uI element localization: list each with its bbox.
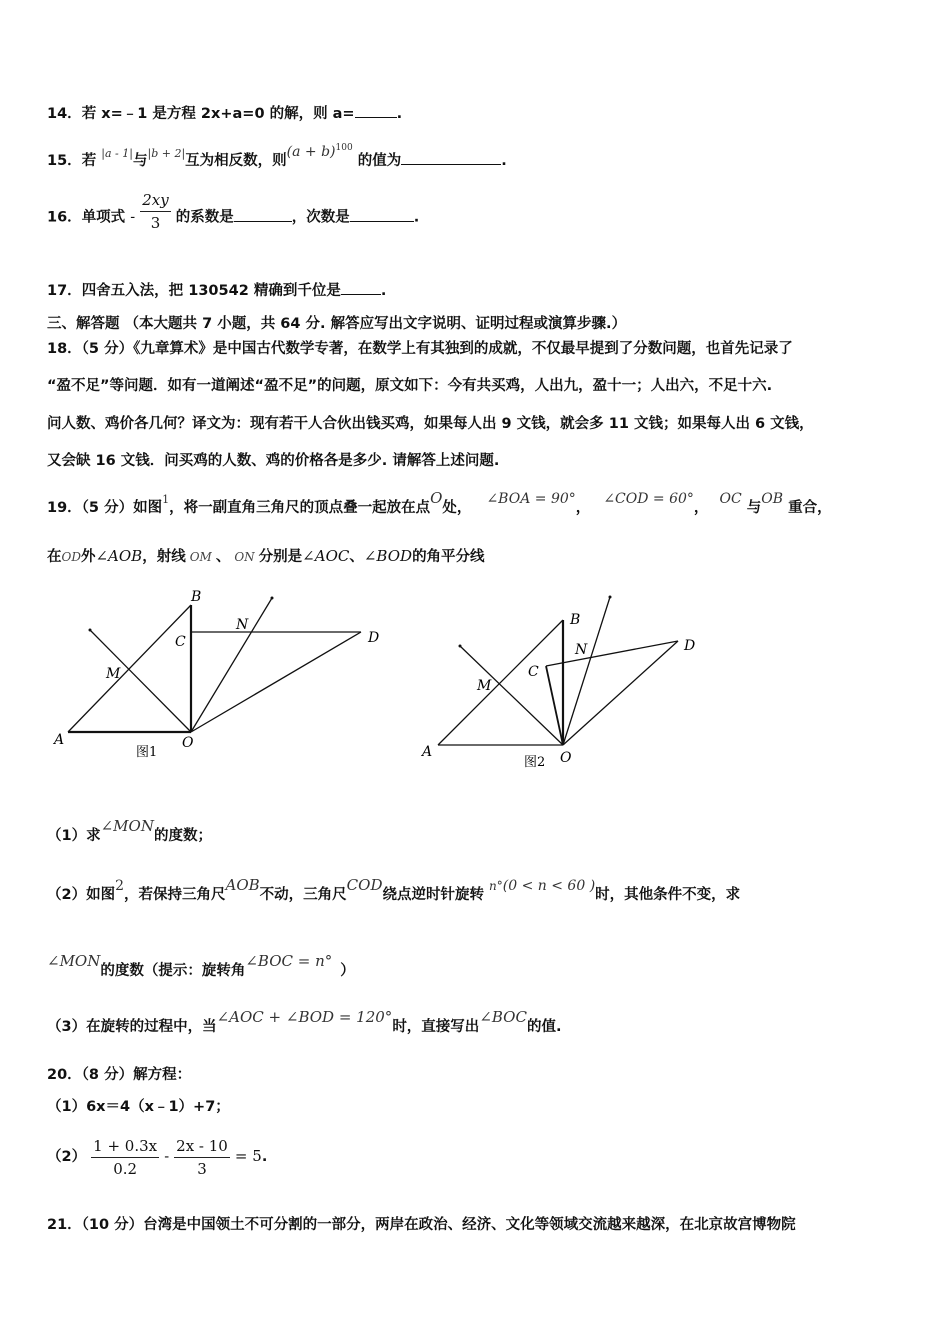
question-18-line1: 18．（5 分）《九章算术》是中国古代数学专著，在数学上有其独到的成就，不仅最早提到了分数问题，也首先记录了 <box>47 341 793 357</box>
question-18-line4: 又会缺 16 文钱．问买鸡的人数、鸡的价格各是多少. 请解答上述问题. <box>47 453 500 469</box>
question-20-heading: 20．（8 分）解方程： <box>47 1067 192 1083</box>
label-n: N <box>575 642 588 658</box>
fraction-1: $\frac{1 + 0.3x}{0.2}$ <box>93 1136 158 1178</box>
question-18-line3: 问人数、鸡价各几何？译文为：现有若干人合伙出钱买鸡，如果每人出 9 文钱，就会多 11 文钱；如果每人出 6 文钱， <box>47 416 814 432</box>
segment-od <box>191 632 361 732</box>
figure-2 <box>410 590 710 770</box>
question-19-part3: （3）在旋转的过程中，当∠AOC + ∠BOD = 120°时，直接写出∠BOC的值. <box>47 1008 562 1035</box>
label-a: A <box>422 744 433 760</box>
question-18-line2: “盈不足”等问题．如有一道阐述“盈不足”的问题，原文如下：今有共买鸡，人出九，盈十一；人出六，不足十六. <box>47 378 773 394</box>
label-n: N <box>236 617 249 633</box>
question-20-part1: （1）6x＝4（x﹣1）+7； <box>47 1099 230 1115</box>
segment-cd <box>546 641 678 666</box>
label-o: O <box>182 735 194 751</box>
section-heading: 三、解答题 （本大题共 7 小题，共 64 分. 解答应写出文字说明、证明过程或演算步骤.） <box>47 316 627 332</box>
figure-1 <box>48 584 393 764</box>
label-d: D <box>684 638 696 654</box>
label-b: B <box>191 589 202 605</box>
question-19-part2: （2）如图2，若保持三角尺AOB不动，三角尺COD绕点逆时针旋转 $^{n^\circ}$(0 < n < 60 )时，其他条件不变，求 <box>47 876 741 903</box>
answer-blank <box>355 103 397 118</box>
ray-on <box>191 598 272 732</box>
question-16: 16．单项式 - $\frac{2xy}{3}$ 的系数是 ，次数是 . <box>47 191 420 232</box>
question-20-part2: （2） $\frac{1 + 0.3x}{0.2}$ - $\frac{2x - 10}{3}$ = 5. <box>47 1136 268 1178</box>
fraction-2: $\frac{2x - 10}{3}$ <box>176 1136 228 1178</box>
label-c: C <box>528 664 539 680</box>
label-c: C <box>175 634 186 650</box>
figure-1-caption: 图1 <box>136 745 158 760</box>
ray-om <box>460 646 563 745</box>
fraction: $\frac{2xy}{3}$ <box>142 191 169 232</box>
segment-oc <box>546 666 563 745</box>
answer-blank <box>234 207 292 222</box>
label-m: M <box>477 678 492 694</box>
question-19-part1: （1）求∠MON的度数； <box>47 817 212 844</box>
question-17: 17．四舍五入法，把 130542 精确到千位是 . <box>47 280 386 301</box>
label-b: B <box>570 612 581 628</box>
question-19-line2: 在OD外∠AOB，射线 OM 、 ON 分别是∠AOC、∠BOD的角平分线 <box>47 547 485 565</box>
label-m: M <box>106 666 121 682</box>
label-o: O <box>560 750 572 766</box>
label-d: D <box>368 630 380 646</box>
question-14: 14．若 x=﹣1 是方程 2x+a=0 的解，则 a= . <box>47 103 402 124</box>
answer-blank <box>341 280 381 295</box>
q14-text: 14． <box>47 106 82 122</box>
answer-blank <box>350 207 414 222</box>
figure-2-caption: 图2 <box>524 755 546 770</box>
question-21: 21．（10 分）台湾是中国领土不可分割的一部分，两岸在政治、经济、文化等领域交流越来越深，在北京故宫博物院 <box>47 1217 796 1233</box>
question-19-part2-line2: ∠MON的度数（提示：旋转角∠BOC = n°） <box>47 952 355 979</box>
question-15: 15．若 $^{|a - 1|}$与$^{|b + 2|}$互为相反数，则$(a + b)^{100}$ 的值为 . <box>47 143 507 169</box>
question-19-line1: 19．（5 分）如图$^1$，将一副直角三角尺的顶点叠一起放在点O处， ∠BOA = 90°， ∠COD = 60°， OC 与OB 重合， <box>47 489 832 516</box>
answer-blank <box>401 150 501 165</box>
label-a: A <box>54 732 65 748</box>
